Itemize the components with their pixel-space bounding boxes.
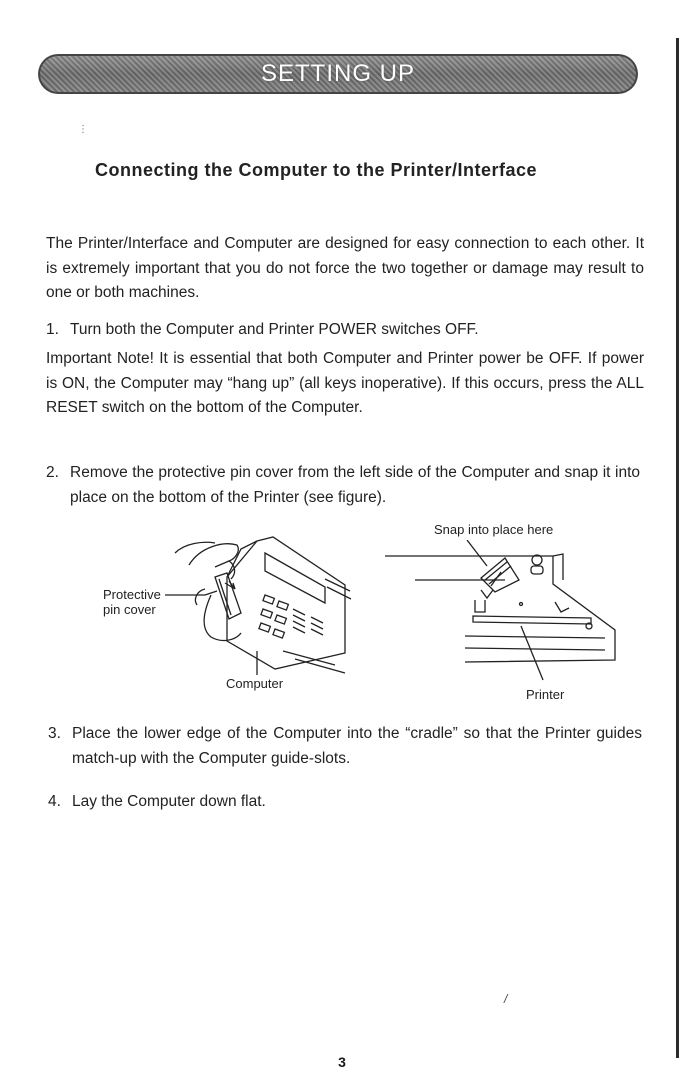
step-number: 1. [46,321,59,338]
important-note: Important Note! It is essential that both Computer and Printer power be OFF. If power is ON, the Computer may “hang up” (all keys inoperative). If this occurs, press the ALL RESET switch on the bottom of the Computer. [46,350,644,416]
page-edge-rule [676,38,679,1058]
print-mark: / [504,992,508,1006]
label-computer: Computer [226,676,284,691]
intro-paragraph: The Printer/Interface and Computer are designed for easy connection to each other. It is extremely important that you do not force the two together or damage may result to one or both machines. [46,235,644,301]
computer-illustration [145,533,395,683]
step-text: Turn both the Computer and Printer POWER switches OFF. [70,321,479,338]
step-2 [46,461,644,510]
step-4 [48,790,648,815]
step-number: 2. [46,464,59,481]
label-snap-into-place: Snap into place here [434,522,554,537]
section-title: Connecting the Computer to the Printer/Interface [95,160,538,180]
print-speck: ⋮ [78,124,88,135]
label-protective-pin-cover [103,587,161,617]
step-text: Lay the Computer down flat. [72,793,266,810]
step-number: 3. [48,725,61,742]
printer-illustration [385,540,625,690]
step-text: Remove the protective pin cover from the left side of the Computer and snap it into place on the bottom of the Printer (see figure). [70,464,640,506]
label-line: pin cover [103,602,156,617]
step-3 [48,722,648,771]
step-number: 4. [48,793,61,810]
label-printer: Printer [526,687,565,702]
label-line: Protective [103,587,161,602]
step-text: Place the lower edge of the Computer into the “cradle” so that the Printer guides match-up with the Computer guide-slots. [72,725,642,767]
step-1 [46,318,644,343]
banner-title: SETTING UP [260,60,415,87]
page-number: 3 [338,1054,346,1070]
section-banner [38,54,638,94]
